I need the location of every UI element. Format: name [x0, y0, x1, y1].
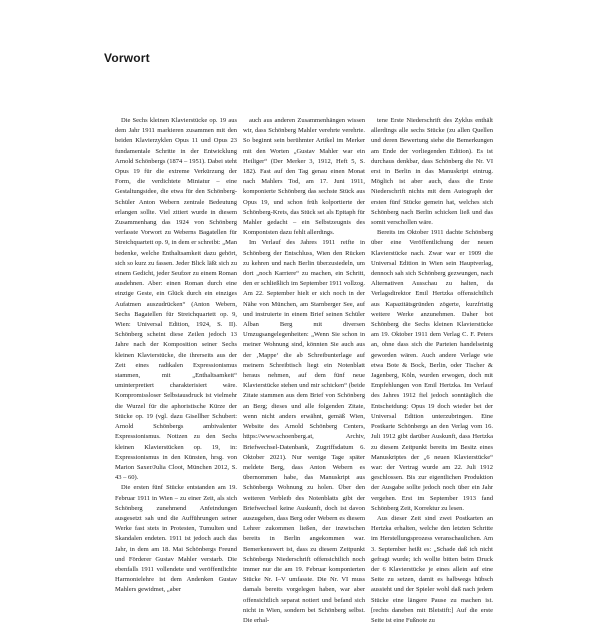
paragraph: Die ersten fünf Stücke entstanden am 19. Februar 1911 in Wien – zu einer Zeit, als sich Schönberg zunehmend Anfeindungen ausgesetzt sah und die Aufführungen seiner Werke fast stets in Protesten, Tumulten und Skandalen endeten. 1911 ist jedoch auch das Jahr, in dem am 18. Mai Schönbergs Freund und Förderer Gustav Mahler verstarb. Die ebenfalls 1911 vollendete und veröffentlichte Harmonielehre ist dem Andenken Gustav Mahlers gewidmet, „aber — [115, 484, 237, 594]
text-column-1 — [115, 116, 237, 596]
paragraph: Im Verlauf des Jahres 1911 reifte in Schönberg der Entschluss, Wien den Rücken zu kehren und nach Berlin überzusiedeln, um dort „noch Karriere“ zu machen, ein Schritt, den er schließlich im September 1911 vollzog. Am 22. September hielt er sich noch in der Nähe von München, am Starnberger See, auf und instruierte in einem Brief seinen Schüler Alban Berg mit diversen Umzugsangelegenheiten: „Wenn Sie schon in meiner Wohnung sind, könnten Sie auch aus der ‚Mappe‘ die ab Schreibunterlage auf meinem Schreibtisch liegt ein Notenblatt heraus nehmen, auf dem fünf neue Klavierstücke stehen und mir schicken“ (beide Zitate stammen aus dem Brief von Schönberg an Berg; dieses und alle folgenden Zitate, wenn nicht anders erwähnt, gemäß Wien, Website des Arnold Schönberg Centers, https://www.schoenberg.at, Archiv, Briefwechsel-Datenbank, Zugriffsdatum 6. Oktober 2021). Nur wenige Tage später meldete Berg, dass Anton Webern es übernommen habe, das Manuskript aus Schönbergs Wohnung zu holen. Über den weiteren Verbleib des Notenblatts gibt der Briefwechsel keine Auskunft, doch ist davon auszugehen, dass Berg oder Webern es diesem Lehrer zukommen ließen, der inzwischen bereits in Berlin angekommen war. Bemerkenswert ist, dass zu diesem Zeitpunkt Schönbergs Niederschrift offensichtlich noch immer nur die am 19. Februar komponierten Stücke Nr. I–V umfasste. Die Nr. VI muss damals bereits vorgelegen haben, war aber offensichtlich separat notiert und befand sich nicht in Wien, sondern bei Schönberg selbst. Die erhal- — [243, 239, 365, 624]
text-column-3 — [371, 116, 493, 626]
paragraph: Die Sechs kleinen Klavierstücke op. 19 aus dem Jahr 1911 markieren zusammen mit den beiden Klavierzyklen Opus 11 und Opus 23 fundamentale Schritte in der Entwicklung Arnold Schönbergs (1874 – 1951). Dabei steht Opus 19 für die extreme Verkürzung der Form, die verdichtete Miniatur – eine Gestaltungsidee, die etwa für den Schönberg-Schüler Anton Webern zentrale Bedeutung erlangen sollte. Viel zitiert wurde in diesem Zusammenhang das 1924 von Schönberg verfasste Vorwort zu Weberns Bagatellen für Streichquartett op. 9, in dem er schreibt: „Man bedenke, welche Enthaltsamkeit dazu gehört, sich so kurz zu fassen. Jeder Blick läßt sich zu einem Gedicht, jeder Seufzer zu einem Roman ausdehnen. Aber: einen Roman durch eine einzige Geste, ein Glück durch ein einziges Aufatmen auszudrücken“ (Anton Webern, Sechs Bagatellen für Streichquartett op. 9, Wien: Universal Edition, 1924, S. II). Schönberg scheint diese Zeilen jedoch 13 Jahre nach der Komposition seiner Sechs kleinen Klavierstücke, die ihrerseits aus der Zeit eines radikalen Expressionismus stammen, mit „Enthaltsamkeit“ uminterpretiert charakterisiert wäre. Kompromissloser Selbstausdruck ist vielmehr die Wurzel für die aphoristische Kürze der Stücke op. 19 (vgl. dazu Gisellher Schubert: Arnold Schönbergs ambivalenter Expressionismus. Notizen zu den Sechs kleinen Klavierstücken op. 19, in: Expressionismus in den Künsten, hrsg. von Marion Saxer/Julia Cloot, München 2012, S. 43 – 60). — [115, 117, 237, 482]
text-column-2 — [243, 116, 365, 626]
paragraph: auch aus anderen Zusammenhängen wissen wir, dass Schönberg Mahler verehrte verehrte. So beginnt sein berühmter Artikel im Merker mit den Worten „Gustav Mahler war ein Heiliger“ (Der Merker 3, 1912, Heft 5, S. 182). Fast auf den Tag genau einen Monat nach Mahlers Tod, am 17. Juni 1911, komponierte Schönberg das sechste Stück aus Opus 19, und schon früh kolportierte der Schönberg-Kreis, das Stück sei als Epitaph für Mahler gedacht – ein Selbstzeugnis des Komponisten dazu fehlt allerdings. — [243, 117, 365, 237]
section-heading: Vorwort — [104, 51, 150, 65]
paragraph: Aus dieser Zeit sind zwei Postkarten an Hertzka erhalten, welche den letzten Schritte im Herstellungsprozess veranschaulichen. Am 3. September heißt es: „Schade daß ich nicht gefragt wurde; ich wollte bitten beim Druck der 6 Klavierstücke je eines allein auf eine Seite zu setzen, damit es halbwegs hübsch aussieht und der Spieler wohl daß nach jedem Stücke eine längere Pause zu machen ist. [rechts daneben mit Bleistift:] Auf die erste Seite ist eine Fußnote zu — [371, 514, 493, 624]
paragraph: tene Erste Niederschrift des Zyklus enthält allerdings alle sechs Stücke (zu allen Quellen und deren Bewertung siehe die Bemerkungen am Ende der vorliegenden Edition). Es ist durchaus denkbar, dass Schönberg die Nr. VI erst in Berlin in das Manuskript eintrug. Möglich ist aber auch, dass die Erste Niederschrift nichts mit dem Autograph der ersten fünf Stücke gemein hat, welches sich Schönberg nach Berlin schicken ließ und das somit verschollen wäre. — [371, 117, 493, 227]
paragraph: Bereits im Oktober 1911 dachte Schönberg über eine Veröffentlichung der neuen Klavierstücke nach. Zwar war er 1909 die Universal Edition in Wien sein Hauptverlag, dennoch sah sich Schönberg gezwungen, nach Alternativen Ausschau zu halten, da Verlagsdirektor Emil Hertzka offensichtlich aus Kapazitätsgründen zögerte, kurzfristig weitere Werke anzunehmen. Daher bot Schönberg die Sechs kleinen Klavierstücke am 19. Oktober 1911 dem Verlag C. F. Peters an, ohne dass sich die Parteien handelseinig geworden wären. Auch andere Verlage wie etwa Bote & Bock, Berlin, oder Tischer & Jagenberg, Köln, wurden erwogen, doch mit Empfehlungen von Emil Hertzka. Im Verlauf des Jahres 1912 fiel jedoch sonntäglich die Entscheidung: Opus 19 doch wieder bei der Universal Edition unterzubringen. Eine Postkarte Schönbergs an den Verlag vom 16. Juli 1912 gibt darüber Auskunft, dass Hertzka zu diesem Zeitpunkt bereits im Besitz eines Manuskriptes der „6 neuen Klavierstücke“ war: der Vertrag wurde am 22. Juli 1912 geschlossen. Bis zur eigentlichen Produktion der Ausgabe sollte jedoch noch über ein Jahr vergehen. Erst im September 1913 fand Schönberg Zeit, Korrektur zu lesen. — [371, 229, 493, 512]
